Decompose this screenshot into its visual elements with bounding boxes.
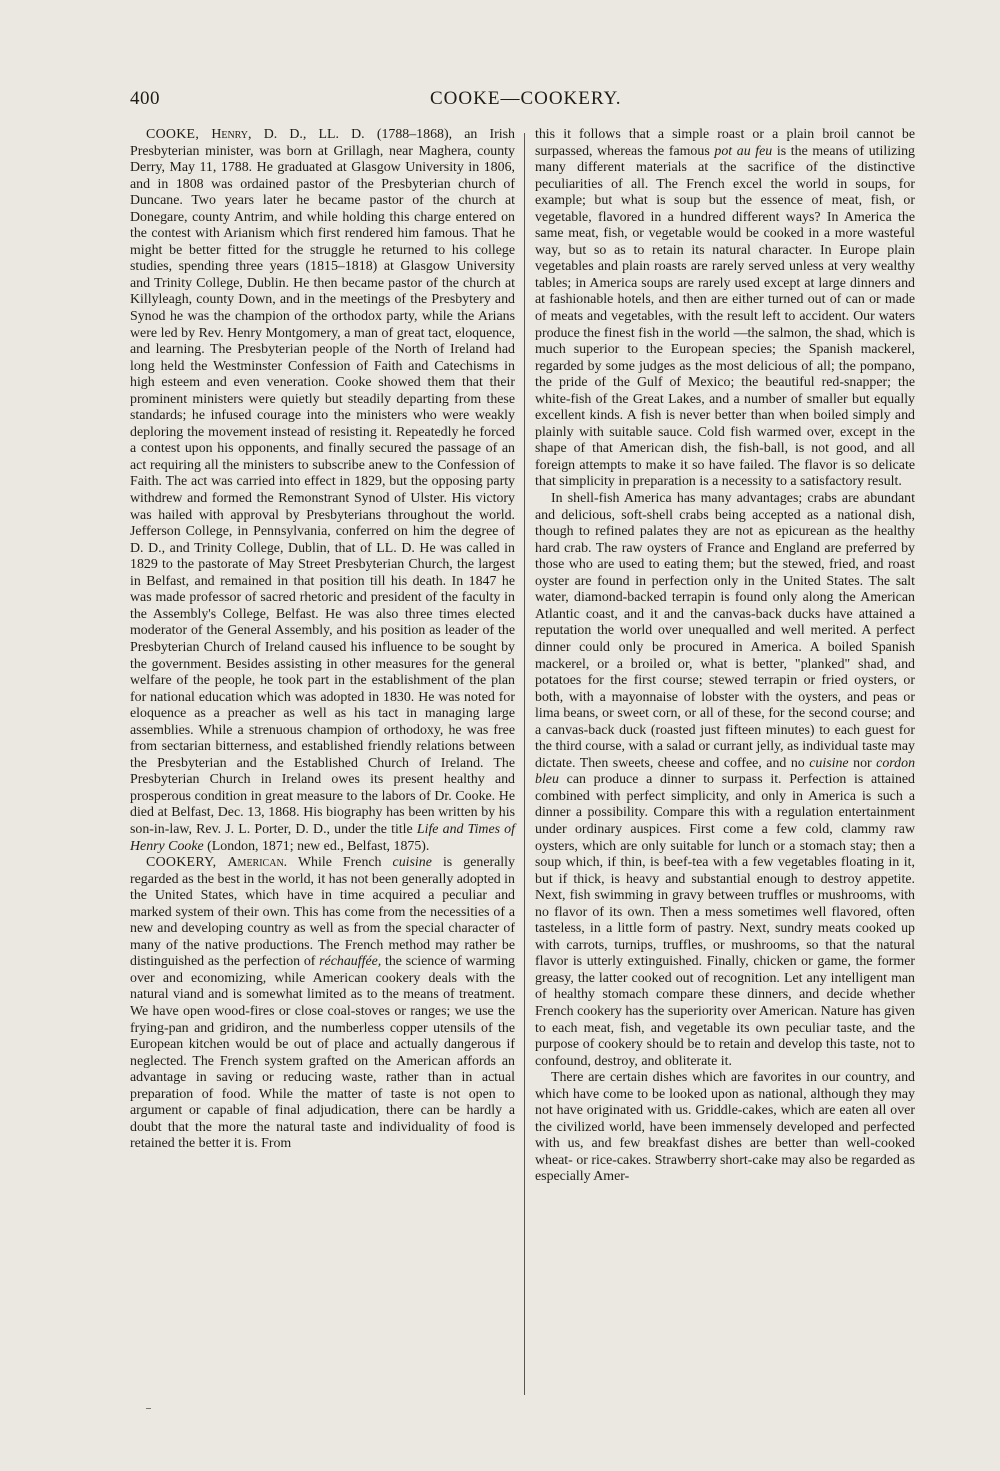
entry-name: Henry, bbox=[211, 127, 252, 142]
entry-headword: COOKE, bbox=[146, 127, 200, 142]
entry-cooke bbox=[130, 127, 515, 855]
paragraph-text: nor bbox=[853, 755, 872, 771]
entry-body: While French bbox=[297, 855, 382, 871]
book-title: Life and Times of Henry Cooke bbox=[130, 821, 515, 854]
paragraph-text: is the means of utilizing many different materials at the sacrifice of the distinctive peculiarities of all. The French excel the world in soups, for example; but what is soup but the essence of meat, fish, or vegetable, flavored in a hundred different ways? In America the same meat, fish, or vegetable would be cooked in a more wasteful way, but so as to retain its natural character. In Europe plain vegetables and plain roasts are rarely served unless at very wealthy tables; in America soups are rarely used except at large dinners and at fashionable hotels, and then are either turned out of can or made of meats and vegetables, with the result left to accident. Our waters produce the finest fish in the world —the salmon, the shad, which is much superior to the European species; the Spanish mackerel, regarded by some judges as the most delicious of all; the pompano, the pride of the Gulf of Mexico; the beautiful red-snapper; the white-fish of the Great Lakes, and a number of smaller but equally excellent kinds. A fish is never better than when boiled simply and plainly with suitable sauce. Cold fish warmed over, except in the shape of that American dish, the fish-ball, is not good, and all foreign attempts to make it so have failed. The flavor is so delicate that simplicity in preparation is a necessity to a satisfactory result. bbox=[535, 143, 915, 490]
entry-body: D. D., LL. D. (1788–1868), an Irish Presbyterian minister, was born at Grillagh, near Maghera, county Derry, May 11, 1788. He graduated at Glasgow University in 1806, and in 1808 was ordained pastor of the Presbyterian church of Duncane. Two years later he became pastor of the church at Donegare, county Antrim, and while holding this charge entered on the contest with Arianism which first rendered him famous. That he might be better fitted for the struggle he returned to his college studies, spending three years (1815–1818) at Glasgow University and Trinity College, Dublin. He then became pastor of the church at Killyleagh, county Down, and in the meetings of the Presbytery and Synod he was the champion of the orthodox party, while the Arians were led by Rev. Henry Montgomery, a man of great tact, eloquence, and learning. The Presbyterian people of the North of Ireland had long held the Westminster Confession of Faith and Catechisms in high esteem and even veneration. Cooke showed them that their prominent ministers were quietly but steadily departing from these standards; he infused courage into the ministers who were weakly deploring the movement instead of resisting it. Repeatedly he forced a contest upon his opponents, and finally secured the passage of an act requiring all the ministers to subscribe anew to the Confession of Faith. The act was carried into effect in 1829, but the opposing party withdrew and formed the Remonstrant Synod of Ulster. His victory was hailed with approval by Presbyterians throughout the world. Jefferson College, in Pennsylvania, conferred on him the degree of D. D., and Trinity College, Dublin, that of LL. D. He was called in 1829 to the pastorate of May Street Presbyterian Church, the largest in Belfast, and remained in that position till his death. In 1847 he was made professor of sacred rhetoric and president of the faculty in the Assembly's College, Belfast. He was also three times elected moderator of the General Assembly, and his position as leader of the Presbyterian Church of Ireland caused his influence to be sought by the government. Besides assisting in other measures for the general welfare of the people, he took part in the establishment of the plan for national education which was adopted in 1830. He was noted for eloquence as a preacher as well as his tact in managing large assemblies. While a strenuous champion of orthodoxy, he was free from sectarian bitterness, and established friendly relations between the Presbyterian and the Established Church of Ireland. The Presbyterian Church in Ireland owes its present healthy and prosperous condition in great measure to the labors of Dr. Cooke. He died at Belfast, Dec. 13, 1868. His biography has been written by his son-in-law, Rev. J. L. Porter, D. D., under the title bbox=[130, 127, 515, 837]
column-divider bbox=[524, 133, 525, 1395]
paragraph-text: can produce a dinner to surpass it. Perfection is attained combined with perfect simplicity, and only in America is such a dinner a possibility. Compare this with a regulation entertainment under ordinary auspices. First come a few cold, clammy raw oysters, which are only suitable for lunch or a stomach stay; then a soup which, if thin, is beef-tea with a few vegetables floating in it, but if thick, is heavy and substantial enough to destroy appetite. Next, fish swimming in gravy between truffles or mushrooms, with no flavor of its own. Then a mess sometimes well flavored, often tasteless, in a little form of pastry. Next, sundry meats cooked up with carrots, turnips, truffles, or mushrooms, so that the natural flavor is utterly extinguished. Finally, chicken or game, the former greasy, the latter cooked out of recognition. Let any intelligent man of healthy stomach compare these dinners, and decide whether French cookery has the superiority over American. Nature has given to each meat, fish, and vegetable its own peculiar taste, and the purpose of cookery should be to retain and develop this taste, not to confound, destroy, and obliterate it. bbox=[535, 772, 916, 1069]
italic-term: cuisine bbox=[809, 755, 849, 771]
running-head: COOKE—COOKERY. bbox=[430, 88, 622, 109]
entry-tail: (London, 1871; new ed., Belfast, 1875). bbox=[207, 838, 430, 854]
entry-body: is generally regarded as the best in the world, it has not been generally adopted in the United States, which have in time acquired a peculiar and marked system of their own. This has come from the necessities of a new and developing country as well as from the special character of many of the native productions. The French method may rather be distinguished as the perfection of bbox=[130, 855, 515, 970]
paragraph bbox=[535, 1070, 915, 1186]
italic-term: cuisine bbox=[392, 855, 432, 871]
page-header bbox=[130, 88, 880, 114]
print-mark bbox=[146, 1408, 151, 1409]
page-number: 400 bbox=[130, 88, 160, 109]
entry-headword: COOKERY, bbox=[146, 855, 217, 871]
paragraph bbox=[535, 127, 915, 491]
paragraph bbox=[535, 491, 915, 1070]
paragraph-text: this it follows that a simple roast or a plain broil cannot be surpassed, whereas the famous bbox=[535, 127, 915, 159]
italic-term: pot au feu bbox=[714, 143, 773, 159]
right-column bbox=[535, 127, 915, 1186]
left-column bbox=[130, 127, 515, 1153]
paragraph-text: In shell-fish America has many advantages; crabs are abundant and delicious, soft-shell crabs being accepted as a national dish, though to refined palates they are not as epicurean as the healthy hard crab. The raw oysters of France and England are preferred by those who are used to eating them; but the stewed, fried, and roast oyster are found in perfection only in the United States. The salt water, diamond-backed terrapin is found only along the American Atlantic coast, and it and the canvas-back ducks have attained a reputation the world over unequalled and well merited. A perfect dinner could only be procured in America. A boiled Spanish mackerel, or a broiled or, what is better, "planked" shad, and potatoes for the first course; stewed terrapin or fried oysters, or both, with a mayonnaise of lobster with the oysters, and peas or lima beans, or sweet corn, or all of these, for the second course; and a canvas-back duck (roasted just fifteen minutes) to each guest for the third course, with a salad or currant jelly, as individual taste may dictate. Then sweets, cheese and coffee, and no bbox=[535, 491, 915, 771]
italic-term: réchauffée, bbox=[319, 954, 382, 970]
entry-cookery bbox=[130, 855, 515, 1153]
paragraph-text: There are certain dishes which are favorites in our country, and which have come to be looked upon as national, although they may not have originated with us. Griddle-cakes, which are eaten all over the civilized world, have been immensely developed and perfected with us, and few breakfast dishes are better than well-cooked wheat- or rice-cakes. Strawberry short-cake may also be regarded as especially Amer- bbox=[535, 1070, 915, 1185]
entry-subhead: American. bbox=[227, 855, 288, 871]
italic-term: cordon bleu bbox=[535, 755, 916, 788]
entry-body: the science of warming over and economizing, while American cookery deals with the natural viand and is somewhat limited as to the means of treatment. We have open wood-fires or close coal-stoves or ranges; we use the frying-pan and gridiron, and the numberless copper utensils of the European kitchen would be out of place and actually dangerous if neglected. The French system grafted on the American affords an advantage in saving or reducing waste, rather than in actual preparation of food. While the matter of taste is not open to argument or capable of final adjudication, there can be hardly a doubt that the more the natural taste and individuality of food is retained the better it is. From bbox=[130, 954, 515, 1152]
